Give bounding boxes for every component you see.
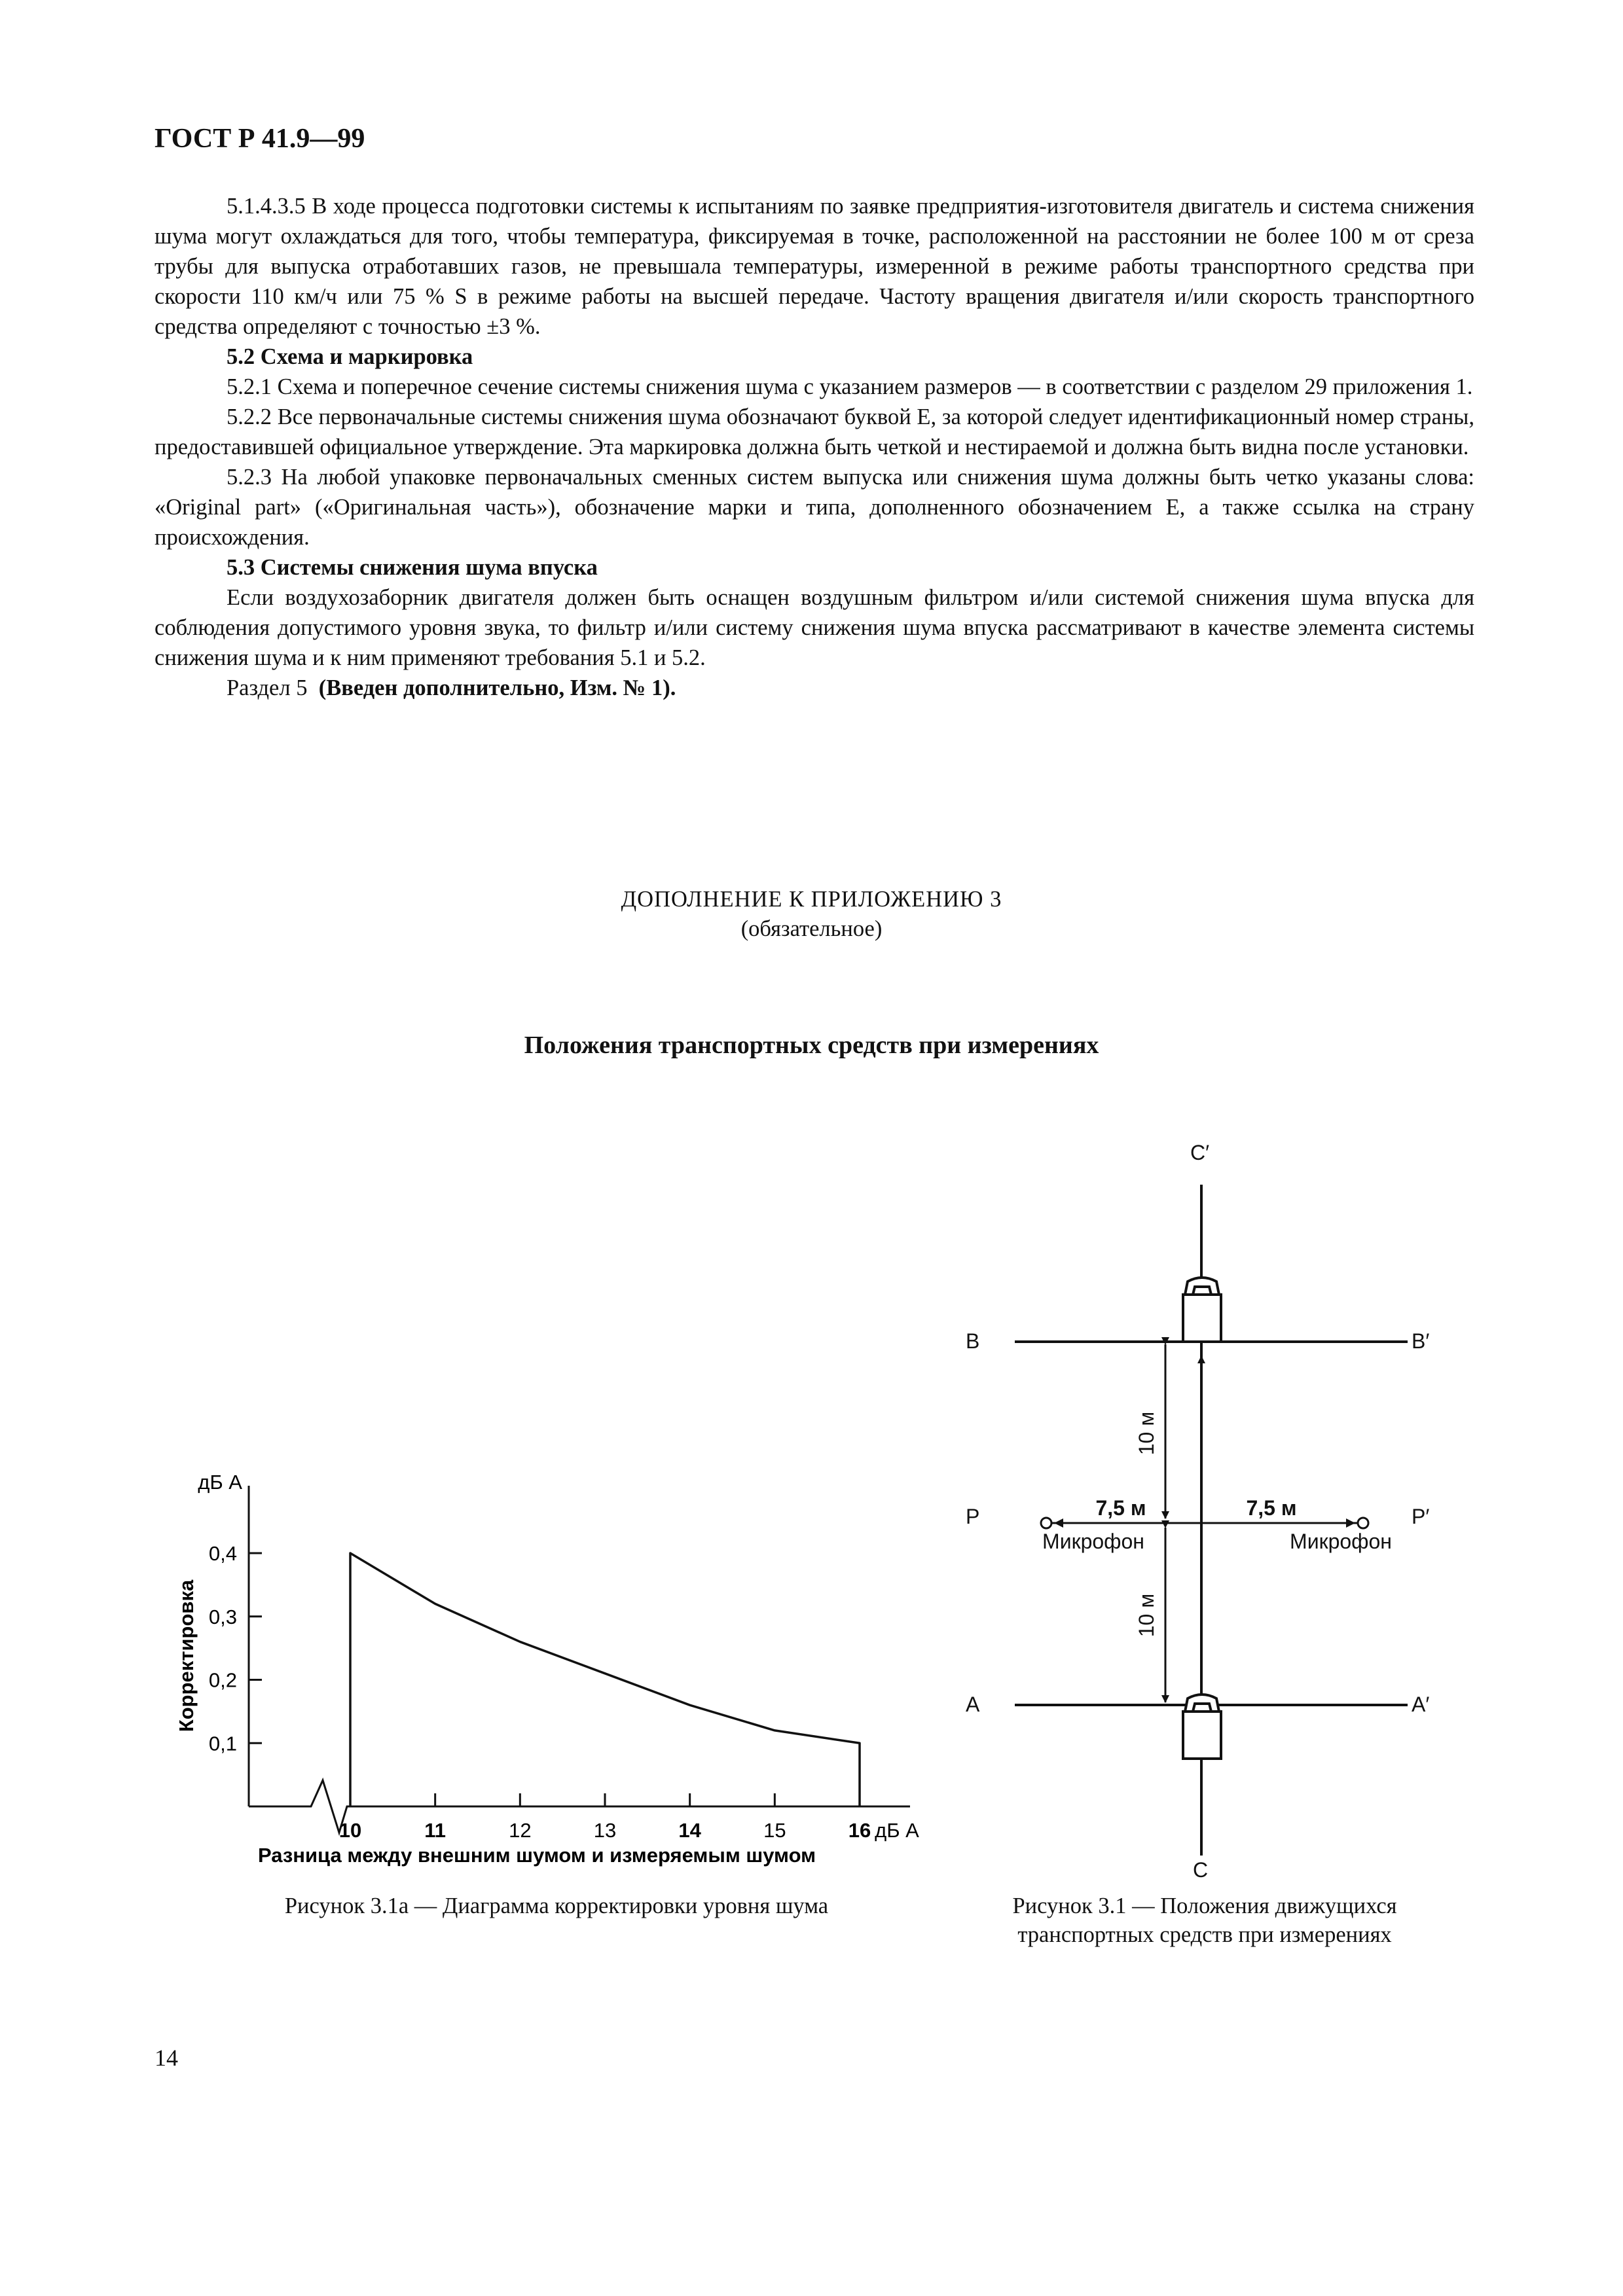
label-c: C: [1193, 1858, 1209, 1882]
page-number: 14: [155, 2045, 178, 2071]
section-note-prefix: Раздел 5: [227, 675, 308, 700]
label-c-prime: C′: [1190, 1141, 1210, 1164]
label-p: P: [966, 1505, 980, 1528]
vehicle-bottom: [1183, 1695, 1221, 1759]
x-tick-label: 10: [338, 1819, 362, 1842]
paragraph-5-1-4-3-5: 5.1.4.3.5 В ходе процесса подготовки системы к испытаниям по заявке предприятия-изготовителя двигатель и система снижения шума могут охлаждаться для того, чтобы температура, фиксируемая в точке, расположенной на расстоянии не более 100 м от среза трубы для выпуска отработавших газов, не превышала температуры, измеренной в режиме работы транспортного средства при скорости 110 км/ч или 75 % S в режиме работы на высшей передаче. Частоту вращения двигателя и/или скорость транспортного средства определяют с точностью ±3 %.: [155, 194, 1474, 339]
figure-caption-3-1-line1: Рисунок 3.1 — Положения движущихся: [1012, 1893, 1397, 1918]
x-tick-label: 16: [848, 1819, 871, 1842]
correction-curve: [350, 1553, 860, 1806]
paragraph-5-2-1: 5.2.1 Схема и поперечное сечение системы снижения шума с указанием размеров — в соответствии с разделом 29 приложения 1.: [227, 374, 1473, 399]
y-tick-label: 0,3: [208, 1605, 237, 1628]
label-a: A: [966, 1693, 980, 1716]
section-note-amendment: (Введен дополнительно, Изм. № 1).: [318, 675, 676, 700]
label-a-prime: A′: [1412, 1693, 1430, 1716]
correction-chart: [164, 1466, 930, 1885]
heading-5-3: 5.3 Системы снижения шума впуска: [227, 555, 598, 580]
vehicle-position-diagram: [943, 1126, 1467, 1885]
label-p-prime: P′: [1412, 1505, 1430, 1528]
body-text: [155, 191, 1474, 703]
paragraph-5-2-2: 5.2.2 Все первоначальные системы снижения шума обозначают буквой Е, за которой следует идентификационный номер страны, предоставившей официальное утверждение. Эта маркировка должна быть четкой и нестираемой и должна быть видна после установки.: [155, 404, 1474, 459]
x-tick-label: 13: [593, 1819, 617, 1842]
paragraph-5-2-3: 5.2.3 На любой упаковке первоначальных сменных систем выпуска или снижения шума должны быть четко указаны слова: «Original part» («Оригинальная часть»), обозначение марки и типа, дополненного обозначением Е, а также ссылка на страну происхождения.: [155, 465, 1474, 550]
x-axis-title: Разница между внешним шумом и измеряемым шумом: [257, 1844, 816, 1867]
section-note: [155, 673, 1474, 703]
heading-5-2: 5.2 Схема и маркировка: [227, 344, 473, 369]
microphone-left-icon: [1041, 1518, 1051, 1528]
label-microphone-left: Микрофон: [1042, 1530, 1144, 1553]
y-axis-title: Корректировка: [175, 1579, 198, 1732]
x-tick-label: 14: [678, 1819, 701, 1842]
label-distance-bottom: 10 м: [1135, 1593, 1158, 1638]
paragraph-5-3: Если воздухозаборник двигателя должен быть оснащен воздушным фильтром и/или системой снижения шума впуска для соблюдения допустимого уровня звука, то фильтр и/или систему снижения шума впуска рассматривают в качестве элемента системы снижения шума и к ним применяют требования 5.1 и 5.2.: [155, 585, 1474, 670]
section-title: Положения транспортных средств при измерениях: [524, 1031, 1099, 1059]
microphone-right-icon: [1358, 1518, 1368, 1528]
label-b: B: [966, 1329, 980, 1353]
figure-caption-3-1-line2: транспортных средств при измерениях: [1017, 1922, 1392, 1947]
label-distance-top: 10 м: [1135, 1411, 1158, 1456]
figure-caption-3-1a: Рисунок 3.1а — Диаграмма корректировки уровня шума: [284, 1893, 829, 1918]
x-unit-label: дБ A: [875, 1819, 919, 1842]
y-tick-label: 0,4: [208, 1542, 237, 1565]
x-tick-label: 11: [424, 1819, 447, 1842]
annex-subtitle: (обязательное): [740, 916, 883, 941]
label-microphone-right: Микрофон: [1290, 1530, 1392, 1553]
vehicle-top: [1183, 1278, 1221, 1342]
y-tick-label: 0,2: [208, 1668, 237, 1692]
y-tick-label: 0,1: [208, 1732, 237, 1755]
document-code: ГОСТ Р 41.9—99: [155, 124, 365, 154]
label-b-prime: B′: [1412, 1329, 1430, 1353]
y-unit-label: дБ A: [198, 1471, 242, 1494]
annex-title: ДОПОЛНЕНИЕ К ПРИЛОЖЕНИЮ 3: [621, 887, 1002, 912]
figure-caption-3-1: [943, 1892, 1467, 1949]
x-tick-label: 12: [509, 1819, 532, 1842]
x-tick-label: 15: [763, 1819, 786, 1842]
label-distance-left: 7,5 м: [1095, 1496, 1146, 1520]
label-distance-right: 7,5 м: [1246, 1496, 1297, 1520]
